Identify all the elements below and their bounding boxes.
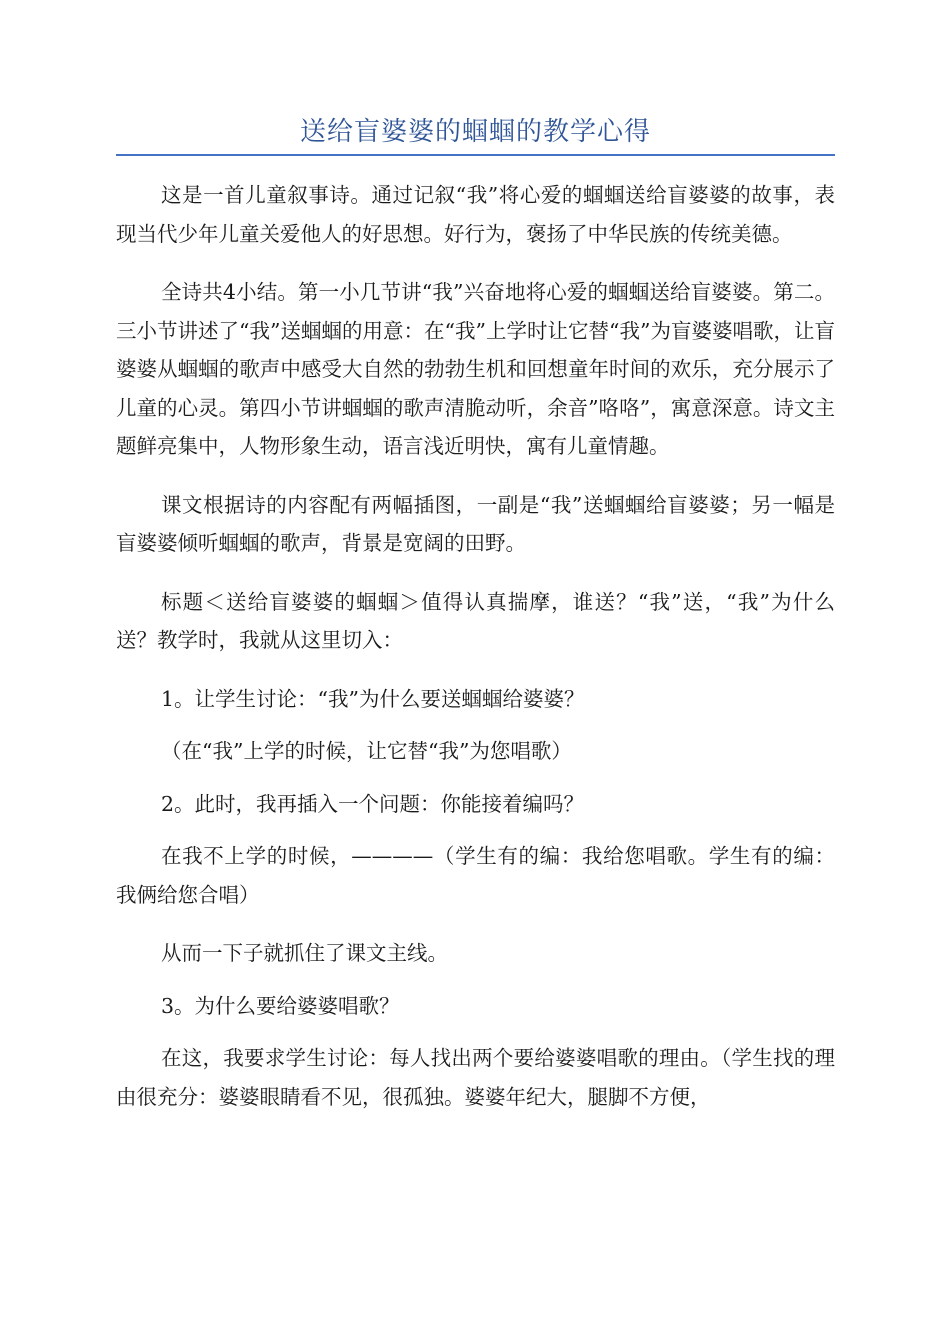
paragraph-structure: 全诗共4小结。第一小几节讲“我”兴奋地将心爱的蝈蝈送给盲婆婆。第二。三小节讲述了“我”送蝈蝈的用意：在“我”上学时让它替“我”为盲婆婆唱歌，让盲婆婆从蝈蝈的歌声中感受大自然的勃勃生机和回想童年时间的欢乐，充分展示了儿童的心灵。第四小节讲蝈蝈的歌声清脆动听，余音”咯咯”，寓意深意。诗文主题鲜亮集中，人物形象生动，语言浅近明快，寓有儿童情趣。	[116, 280, 835, 458]
paragraph-illustrations: 课文根据诗的内容配有两幅插图，一副是“我”送蝈蝈给盲婆婆；另一幅是盲婆婆倾听蝈蝈的歌声，背景是宽阔的田野。	[116, 492, 835, 555]
paragraph-intro: 这是一首儿童叙事诗。通过记叙“我”将心爱的蝈蝈送给盲婆婆的故事，表现当代少年儿童关爱他人的好思想。好行为，褒扬了中华民族的传统美德。	[116, 183, 835, 246]
paragraph-step-1: 1。让学生讨论：“我”为什么要送蝈蝈给婆婆？	[161, 686, 585, 711]
paragraph-step-3-discussion: 在这，我要求学生讨论：每人找出两个要给婆婆唱歌的理由。（学生找的理由很充分：婆婆眼睛看不见，很孤独。婆婆年纪大，腿脚不方便，	[116, 1046, 835, 1109]
paragraph-title-analysis: 标题＜送给盲婆婆的蝈蝈＞值得认真揣摩，谁送？“我”送，“我”为什么送？教学时，我就从这里切入：	[116, 589, 835, 652]
paragraph-step-2: 2。此时，我再插入一个问题：你能接着编吗？	[161, 791, 585, 816]
title-underline	[116, 154, 835, 156]
paragraph-step-3: 3。为什么要给婆婆唱歌？	[161, 993, 400, 1018]
paragraph-step-2-answer: 在我不上学的时候，————（学生有的编：我给您唱歌。学生有的编：我俩给您合唱）	[116, 844, 835, 907]
paragraph-main-line: 从而一下子就抓住了课文主线。	[161, 941, 448, 965]
document-title: 送给盲婆婆的蝈蝈的教学心得	[299, 117, 651, 147]
paragraph-step-1-answer: （在“我”上学的时候，让它替“我”为您唱歌）	[161, 739, 572, 763]
document-body	[116, 176, 835, 1136]
